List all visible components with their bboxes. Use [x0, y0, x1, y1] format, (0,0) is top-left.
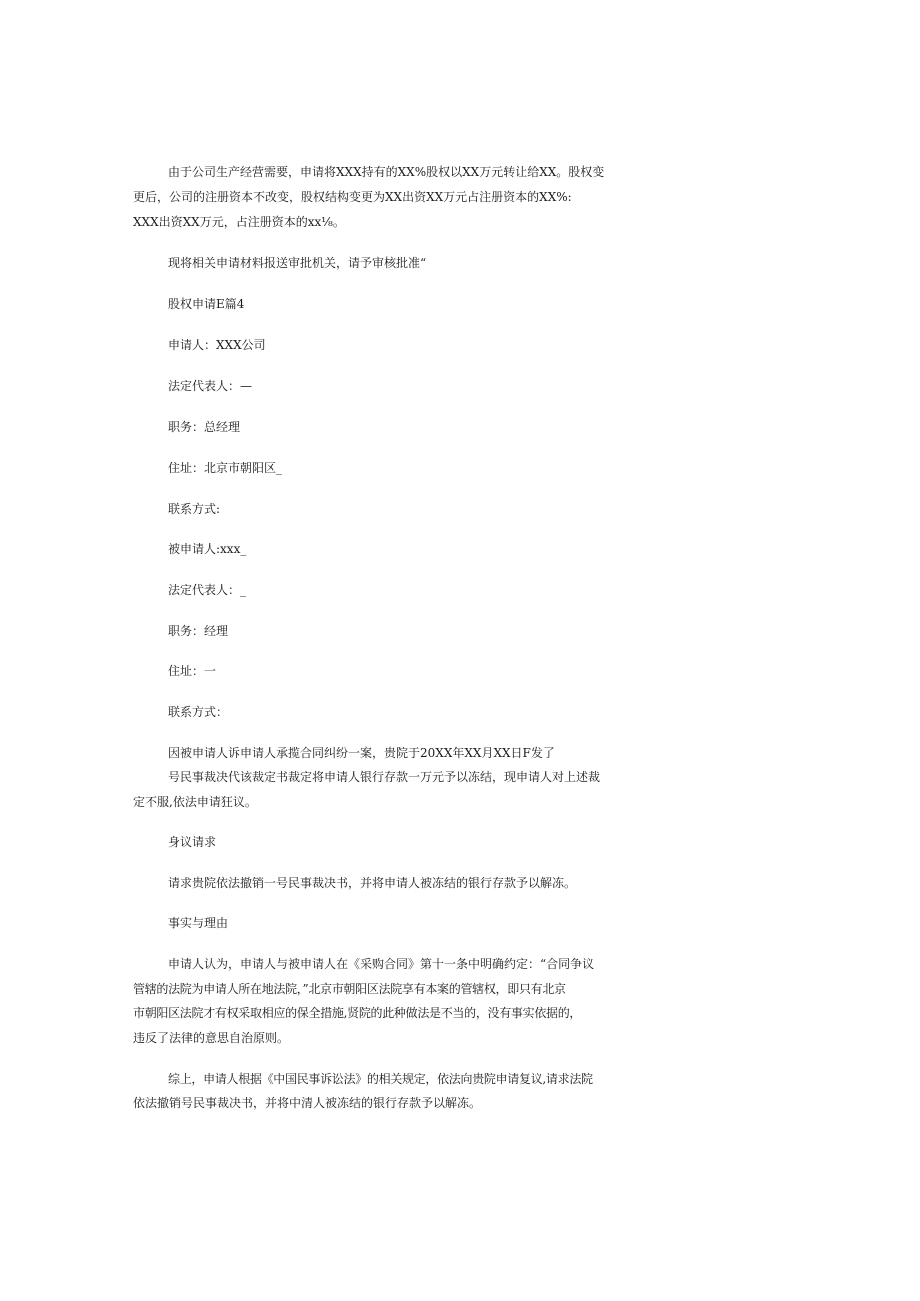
paragraph-transfer-line-1: 由于公司生产经营需要，申请将XXX持有的XX%股权以XX万元转让给XX。股权变 — [168, 165, 605, 179]
paragraph-case-line-2: 号民事裁决代该裁定书裁定将申请人银行存款一万元予以冻结，现申请人对上述裁 — [168, 770, 601, 784]
paragraph-facts-line-4: 违反了法律的意思自治原则。 — [133, 1031, 290, 1045]
applicant-legal-rep: 法定代表人：— — [168, 379, 253, 393]
respondent-name: 被申请人:xxx_ — [168, 542, 247, 556]
respondent-address: 住址：一 — [168, 664, 217, 678]
applicant-name: 申请人：XXX公司 — [168, 338, 266, 352]
applicant-position: 职务：总经理 — [168, 420, 241, 434]
respondent-legal-rep: 法定代表人：_ — [168, 583, 247, 597]
paragraph-request: 请求贵院依法撤销一号民事裁决书，并将申请人被冻结的银行存款予以解冻。 — [168, 876, 577, 890]
paragraph-transfer-line-2: 更后，公司的注册资本不改变，股权结构变更为XX出资XX万元占注册资本的XX%: — [133, 190, 572, 204]
paragraph-conclusion-line-1: 综上，申请人根据《中国民事诉讼法》的相关规定，依法向贵院申请复议,请求法院 — [168, 1072, 593, 1086]
applicant-contact: 联系方式: — [168, 502, 221, 516]
paragraph-transfer-line-3: XXX出资XX万元，占注册资本的xx⅛。 — [133, 215, 345, 229]
applicant-address: 住址：北京市朝阳区_ — [168, 461, 283, 475]
respondent-contact: 联系方式： — [168, 705, 229, 719]
heading-request: 身议请求 — [168, 835, 217, 849]
respondent-position: 职务：经理 — [168, 624, 229, 638]
paragraph-submit: 现将相关申请材料报送审批机关，请予审核批准“ — [168, 256, 427, 270]
paragraph-facts-line-3: 市朝阳区法院才有权采取相应的保全措施,贤院的此种做法是不当的，没有事实依据的， — [133, 1006, 582, 1020]
heading-facts: 事实与理由 — [168, 916, 229, 930]
paragraph-conclusion-line-2: 依法撤销号民事裁决书，并将中清人被冻结的银行存款予以解冻。 — [133, 1096, 482, 1110]
paragraph-case-line-3: 定不服,依法申请狂议。 — [133, 795, 257, 809]
section-title: 股权申请E篇4 — [168, 297, 245, 311]
paragraph-facts-line-2: 管辖的法院为申请人所在地法院，”北京市朝阳区法院享有本案的管辖权，即只有北京 — [133, 982, 566, 996]
paragraph-facts-line-1: 申请人认为，申请人与被申请人在《采购合同》第十一条中明确约定：“合同争议 — [168, 957, 595, 971]
paragraph-case-line-1: 因被申请人诉申请人承揽合同纠纷一案，贵院于20XX年XX月XX日F发了 — [168, 746, 555, 760]
